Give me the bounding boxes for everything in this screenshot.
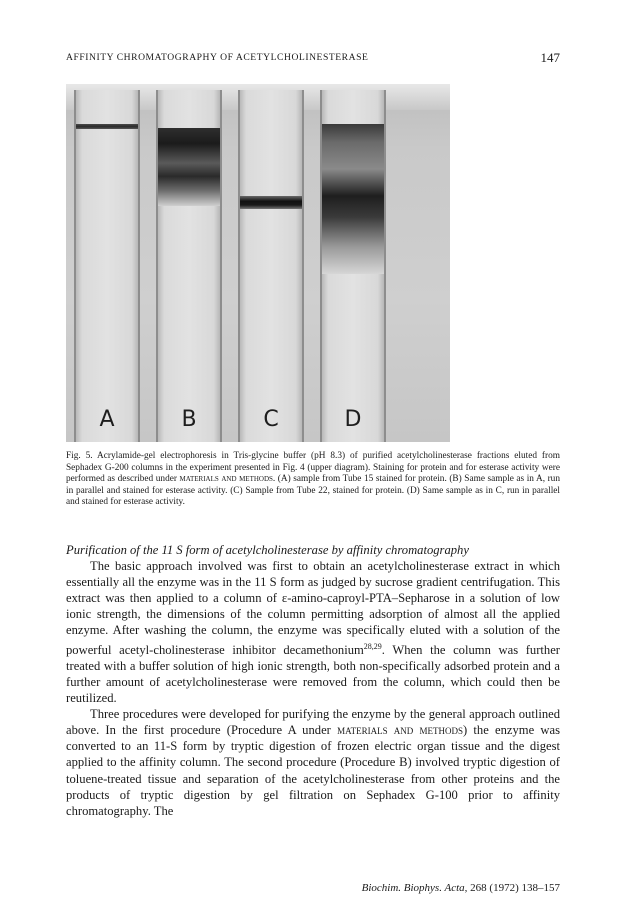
gel-electrophoresis-photo [66, 84, 450, 442]
caption-text: Fig. 5. Acrylamide-gel electrophoresis in Tris-glycine buffer (pH 8.3) of purified acetylcholinesterase fractions eluted from Sephadex G-200 columns in the experiment presented in Fig. 4 (upper diagram). Staining for protein and for esterase activity were performed as described under [66, 451, 560, 485]
paragraph-1-end: . When the column was further treated with a buffer solution of high ionic strength, both non-specifically adsorbed protein and a further amount of acetylcholinesterase were removed from the column, which could then be reutilized. [66, 642, 561, 706]
paragraph-1-text: The basic approach involved was first to obtain an acetylcholinesterase extract in which essentially all the enzyme was in the 11 S form as judged by sucrose gradient centrifugation. This extract was then applied to a column of ε-amino-caproyl-PTA–Sepharose in a solution of low ionic strength, the dimensions of the column permitting adsorption of almost all the applied enzyme. After washing the column, the enzyme was specifically eluted with a solution of the powerful acetyl-cholinesterase inhibitor decamethonium [66, 559, 560, 657]
body-text [66, 542, 560, 819]
paragraph-2-end: ) the enzyme was converted to an 11-S form by tryptic digestion of frozen electric organ tissue and the digest applied to the affinity column. The second procedure (Procedure B) involved tryptic digestion of toluene-treated tissue and separation of the acetylcholinesterase from other proteins and the products of tryptic digestion by gel filtration on Sephadex G-100 prior to affinity chromatography. The [66, 723, 560, 818]
caption-text-end: . (A) sample from Tube 15 stained for protein. (B) Same sample as in A, run in parallel and stained for esterase activity. (C) Sample from Tube 22, stained for protein. (D) Same sample as in C, run in parallel and stained for esterase activity. [66, 474, 560, 508]
gel-smear [322, 124, 384, 274]
gel-tube-c [238, 90, 304, 442]
section-heading: Purification of the 11 S form of acetylcholinesterase by affinity chromatography [66, 543, 469, 557]
lane-label-c: C [263, 407, 279, 432]
gel-tube-a [74, 90, 140, 442]
gel-tube-d [320, 90, 386, 442]
journal-citation [362, 882, 560, 894]
running-title: AFFINITY CHROMATOGRAPHY OF ACETYLCHOLINESTERASE [66, 52, 369, 63]
page-number: 147 [540, 50, 560, 65]
reference-superscript: 28,29 [363, 641, 382, 651]
paragraph-1 [66, 558, 560, 706]
paragraph-2-text: Three procedures were developed for purifying the enzyme by the general approach outlined above. In the first procedure (Procedure A under [66, 707, 560, 738]
paragraph-2-smallcaps: materials and methods [337, 723, 464, 738]
running-header [66, 50, 560, 68]
lane-label-a: A [99, 407, 115, 432]
gel-smear [158, 128, 220, 206]
caption-smallcaps: materials and methods [179, 474, 273, 485]
paragraph-2 [66, 706, 560, 819]
lane-label-b: B [181, 407, 197, 432]
gel-tube-b [156, 90, 222, 442]
gel-band [240, 196, 302, 209]
journal-name: Biochim. Biophys. Acta, [361, 882, 468, 894]
citation-text: 268 (1972) 138–157 [467, 882, 560, 894]
lane-label-d: D [344, 407, 362, 432]
gel-band [76, 124, 138, 129]
figure-caption [66, 451, 560, 509]
